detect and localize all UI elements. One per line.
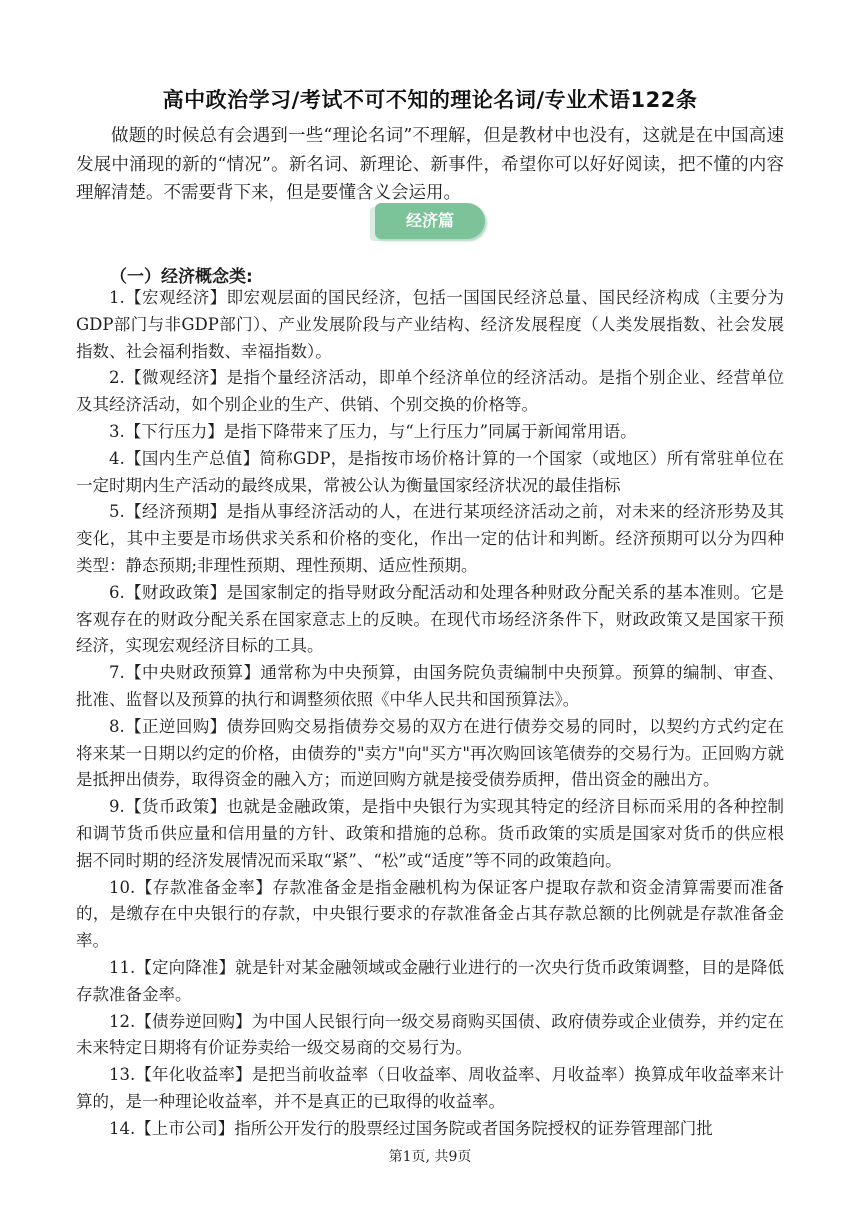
section-badge-economy: 经济篇 bbox=[375, 203, 485, 239]
page-number-footer: 第1页, 共9页 bbox=[388, 1149, 472, 1165]
term-entry: 5.【经济预期】是指从事经济活动的人，在进行某项经济活动之前，对未来的经济形势及其变化，其中主要是市场供求关系和价格的变化，作出一定的估计和判断。经济预期可以分为四种类型：静态预期;非理性预期、理性预期、适应性预期。 bbox=[76, 502, 784, 575]
term-entry: 9.【货币政策】也就是金融政策，是指中央银行为实现其特定的经济目标而采用的各种控制和调节货币供应量和信用量的方针、政策和措施的总称。货币政策的实质是国家对货币的供应根据不同时期的经济发展情况而采取“紧”、“松”或“适度”等不同的政策趋向。 bbox=[76, 797, 784, 870]
term-entry: 13.【年化收益率】是把当前收益率（日收益率、周收益率、月收益率）换算成年收益率来计算的，是一种理论收益率，并不是真正的已取得的收益率。 bbox=[76, 1065, 784, 1111]
term-entry: 11.【定向降准】就是针对某金融领域或金融行业进行的一次央行货币政策调整，目的是降低存款准备金率。 bbox=[76, 957, 784, 1004]
term-entry: 12.【债券逆回购】为中国人民银行向一级交易商购买国债、政府债券或企业债券，并约定在未来特定日期将有价证券卖给一级交易商的交易行为。 bbox=[76, 1011, 784, 1058]
subheading-economic-concepts: （一）经济概念类: bbox=[110, 267, 253, 287]
term-entry: 7.【中央财政预算】通常称为中央预算，由国务院负责编制中央预算。预算的编制、审查、批准、监督以及预算的执行和调整须依照《中华人民共和国预算法》。 bbox=[76, 663, 784, 709]
term-entry: 3.【下行压力】是指下降带来了压力，与“上行压力”同属于新闻常用语。 bbox=[109, 421, 637, 441]
term-entry: 10.【存款准备金率】存款准备金是指金融机构为保证客户提取存款和资金清算需要而准备的，是缴存在中央银行的存款，中央银行要求的存款准备金占其存款总额的比例就是存款准备金率。 bbox=[76, 877, 784, 951]
term-entry: 4.【国内生产总值】简称GDP，是指按市场价格计算的一个国家（或地区）所有常驻单位在一定时期内生产活动的最终成果，常被公认为衡量国家经济状况的最佳指标 bbox=[76, 448, 784, 495]
term-entry: 6.【财政政策】是国家制定的指导财政分配活动和处理各种财政分配关系的基本准则。它是客观存在的财政分配关系在国家意志上的反映。在现代市场经济条件下，财政政策又是国家干预经济，实现宏观经济目标的工具。 bbox=[76, 582, 784, 656]
term-entry-list bbox=[76, 285, 784, 1143]
document-title: 高中政治学习/考试不可不知的理论名词/专业术语122条 bbox=[162, 88, 698, 112]
intro-paragraph: 做题的时候总有会遇到一些“理论名词”不理解，但是教材中也没有，这就是在中国高速发展中涌现的新的“情况”。新名词、新理论、新事件，希望你可以好好阅读，把不懂的内容理解清楚。不需要背下来，但是要懂含义会运用。 bbox=[76, 126, 784, 203]
term-entry: 14.【上市公司】指所公开发行的股票经过国务院或者国务院授权的证券管理部门批 bbox=[109, 1118, 713, 1138]
term-entry: 2.【微观经济】是指个量经济活动，即单个经济单位的经济活动。是指个别企业、经营单位及其经济活动，如个别企业的生产、供销、个别交换的价格等。 bbox=[76, 368, 784, 415]
term-entry: 1.【宏观经济】即宏观层面的国民经济，包括一国国民经济总量、国民经济构成（主要分为GDP部门与非GDP部门）、产业发展阶段与产业结构、经济发展程度（人类发展指数、社会发展指数、社会福利指数、幸福指数）。 bbox=[76, 288, 784, 361]
term-entry: 8.【正逆回购】债券回购交易指债券交易的双方在进行债券交易的同时，以契约方式约定在将来某一日期以约定的价格，由债券的"卖方"向"买方"再次购回该笔债券的交易行为。正回购方就是抵押出债券，取得资金的融入方；而逆回购方就是接受债券质押，借出资金的融出方。 bbox=[76, 716, 784, 790]
